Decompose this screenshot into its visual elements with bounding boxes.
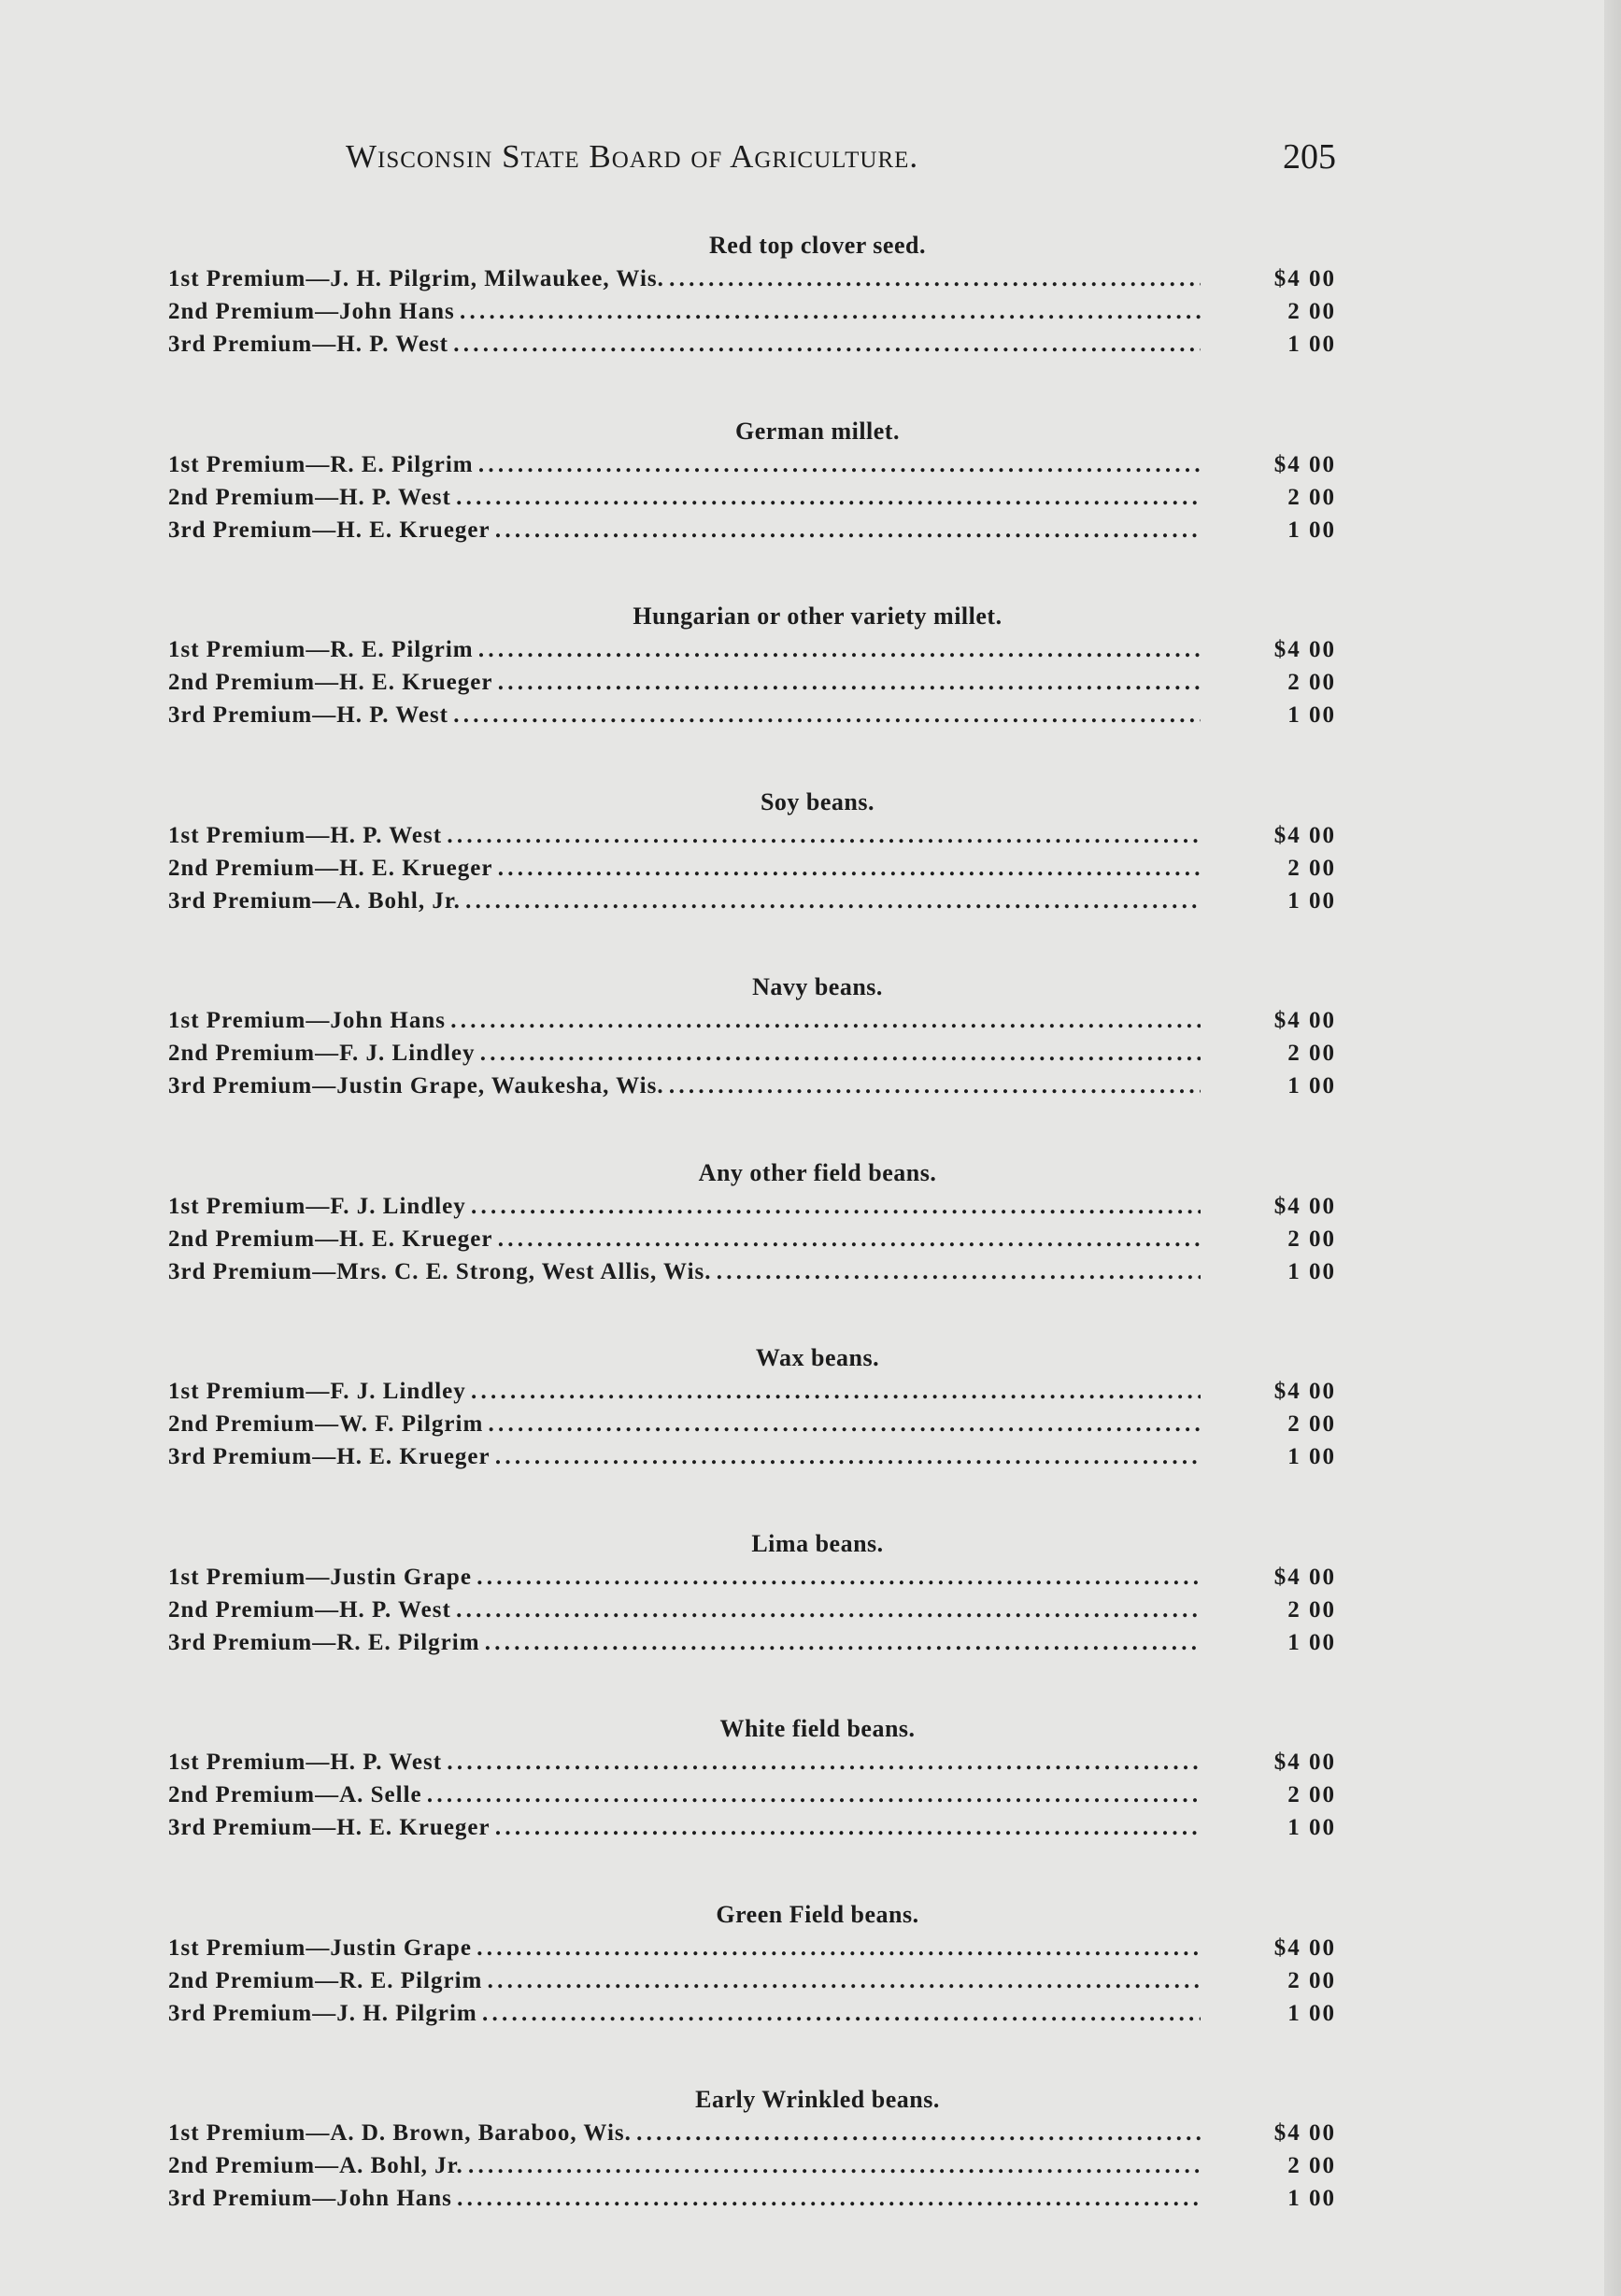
entry-place: 1st Premium	[168, 2120, 306, 2146]
entry-dash: —	[315, 484, 340, 510]
premium-section	[168, 1527, 1336, 1713]
entry-dash: —	[315, 855, 340, 881]
entry-dash: —	[312, 1258, 337, 1284]
entry-place: 1st Premium	[168, 637, 306, 662]
entry-place: 2nd Premium	[168, 1226, 316, 1252]
premium-entry	[168, 1223, 1336, 1255]
entry-text	[168, 1964, 1201, 1997]
premium-entry	[168, 295, 1336, 328]
premium-entry	[168, 666, 1336, 699]
entry-text	[168, 295, 1201, 328]
premium-section	[168, 786, 1336, 971]
entry-winner: H. E. Krueger	[339, 855, 493, 881]
entry-winner: Justin Grape, Waukesha, Wis.	[336, 1073, 664, 1098]
section-title: German millet.	[735, 417, 900, 445]
entry-amount: 1 00	[1287, 2186, 1336, 2211]
premium-section	[168, 415, 1336, 601]
entry-dash: —	[312, 1444, 337, 1469]
section-title: Early Wrinkled beans.	[695, 2086, 940, 2113]
entry-text	[168, 328, 1201, 361]
entry-winner: R. E. Pilgrim	[330, 637, 474, 662]
entry-winner: Justin Grape	[330, 1564, 472, 1590]
running-title: Wisconsin State Board of Agriculture.	[346, 138, 919, 175]
entry-text	[168, 1255, 1201, 1288]
entry-place: 3rd Premium	[168, 1815, 313, 1840]
entry-text	[168, 819, 1201, 852]
entry-amount: 1 00	[1287, 1444, 1336, 1469]
entry-text	[168, 514, 1201, 546]
premium-entry	[168, 2117, 1336, 2149]
entry-dash: —	[315, 1041, 340, 1066]
premium-entry	[168, 1375, 1336, 1408]
entry-winner: R. E. Pilgrim	[339, 1967, 483, 1993]
premium-entry	[168, 262, 1336, 295]
premium-entry	[168, 2182, 1336, 2215]
premium-entry	[168, 2149, 1336, 2182]
entry-amount: $4 00	[1273, 1564, 1336, 1590]
entry-place: 3rd Premium	[168, 1258, 313, 1284]
premium-entry	[168, 1561, 1336, 1594]
premium-entry	[168, 1779, 1336, 1811]
premium-section	[168, 600, 1336, 786]
entry-place: 3rd Premium	[168, 2000, 313, 2026]
entry-place: 3rd Premium	[168, 702, 313, 728]
entry-amount: $4 00	[1273, 2120, 1336, 2146]
entry-text	[168, 481, 1201, 514]
entry-text	[168, 1223, 1201, 1255]
entry-amount: 2 00	[1287, 855, 1336, 881]
entry-place: 1st Premium	[168, 266, 306, 291]
premium-entry	[168, 481, 1336, 514]
premium-entry	[168, 1190, 1336, 1223]
premium-entry	[168, 328, 1336, 361]
premium-section	[168, 1712, 1336, 1898]
entry-amount: 1 00	[1287, 1258, 1336, 1284]
entry-winner: W. F. Pilgrim	[339, 1411, 484, 1437]
entry-dash: —	[312, 2000, 337, 2026]
entry-winner: H. E. Krueger	[339, 1226, 493, 1252]
entry-amount: $4 00	[1273, 1379, 1336, 1404]
entry-place: 1st Premium	[168, 1750, 306, 1775]
premium-entry	[168, 1255, 1336, 1288]
entry-amount: $4 00	[1273, 1008, 1336, 1033]
entry-place: 3rd Premium	[168, 517, 313, 543]
entry-text	[168, 448, 1201, 481]
entry-text	[168, 2149, 1201, 2182]
entry-dash: —	[306, 1935, 331, 1961]
entry-text	[168, 852, 1201, 885]
entry-place: 3rd Premium	[168, 1444, 313, 1469]
entry-dash: —	[315, 2153, 340, 2178]
entry-winner: H. P. West	[336, 332, 449, 357]
entry-text	[168, 1190, 1201, 1223]
entry-text	[168, 1037, 1201, 1070]
entry-place: 3rd Premium	[168, 2186, 313, 2211]
entry-amount: 1 00	[1287, 1629, 1336, 1655]
entry-amount: 1 00	[1287, 1073, 1336, 1098]
entry-amount: 1 00	[1287, 887, 1336, 914]
premium-entry	[168, 633, 1336, 666]
section-title: Any other field beans.	[698, 1158, 937, 1186]
entry-winner: H. P. West	[339, 484, 451, 510]
entry-winner: John Hans	[339, 299, 455, 324]
entry-amount: 2 00	[1287, 670, 1336, 695]
premium-entry	[168, 1440, 1336, 1473]
entry-dash: —	[306, 822, 331, 848]
entry-dash: —	[312, 332, 337, 357]
entry-place: 2nd Premium	[168, 1967, 316, 1993]
entry-amount: 1 00	[1287, 702, 1336, 728]
entry-text	[168, 1440, 1201, 1473]
premium-entry	[168, 514, 1336, 546]
entry-winner: J. H. Pilgrim	[336, 2000, 477, 2026]
section-title: Green Field beans.	[716, 1900, 919, 1928]
entry-amount: 2 00	[1287, 2153, 1336, 2178]
premium-section	[168, 1156, 1336, 1342]
entry-text	[168, 633, 1201, 666]
entry-text	[168, 262, 1201, 295]
premium-section	[168, 1341, 1336, 1527]
premium-entry	[168, 1997, 1336, 2030]
section-title: White field beans.	[719, 1715, 916, 1742]
entry-dash: —	[306, 637, 331, 662]
premium-entry	[168, 1746, 1336, 1779]
entry-text	[168, 1746, 1201, 1779]
entry-amount: 2 00	[1287, 484, 1336, 510]
section-title: Soy beans.	[760, 787, 875, 815]
entry-text	[168, 699, 1201, 731]
entry-text	[168, 885, 1201, 917]
page-header	[346, 138, 1336, 185]
entry-place: 1st Premium	[168, 1564, 306, 1590]
premium-entry	[168, 1594, 1336, 1626]
entry-winner: H. P. West	[339, 1596, 451, 1623]
entry-amount: 1 00	[1287, 332, 1336, 357]
page-number: 205	[1283, 137, 1336, 177]
entry-text	[168, 1375, 1201, 1408]
entry-winner: John Hans	[336, 2186, 452, 2211]
entry-winner: F. J. Lindley	[330, 1379, 466, 1404]
premium-entry	[168, 1070, 1336, 1102]
entry-text	[168, 666, 1201, 699]
premium-entry	[168, 1964, 1336, 1997]
entry-dash: —	[312, 887, 337, 914]
premium-entry	[168, 885, 1336, 917]
entry-winner: H. E. Krueger	[339, 670, 493, 695]
entry-amount: $4 00	[1273, 1935, 1336, 1961]
premium-entry	[168, 819, 1336, 852]
entry-amount: 2 00	[1287, 1967, 1336, 1993]
entry-dash: —	[312, 517, 337, 543]
entry-dash: —	[312, 1815, 337, 1840]
entry-dash: —	[306, 1008, 331, 1033]
entry-dash: —	[315, 1967, 340, 1993]
entry-place: 2nd Premium	[168, 299, 316, 324]
entry-amount: 2 00	[1287, 1226, 1336, 1252]
entry-text	[168, 2117, 1201, 2149]
entry-winner: H. E. Krueger	[336, 1444, 491, 1469]
entry-winner: A. Bohl, Jr.	[339, 2153, 463, 2178]
entry-amount: $4 00	[1273, 266, 1336, 291]
entry-winner: Justin Grape	[330, 1935, 472, 1961]
entry-dash: —	[306, 1379, 331, 1404]
premium-entry	[168, 1626, 1336, 1659]
entry-dash: —	[312, 702, 337, 728]
entry-amount: 2 00	[1287, 299, 1336, 324]
entry-amount: 2 00	[1287, 1041, 1336, 1066]
entry-place: 2nd Premium	[168, 855, 316, 881]
section-title: Lima beans.	[751, 1529, 884, 1557]
entry-winner: H. E. Krueger	[336, 1815, 491, 1840]
entry-amount: $4 00	[1273, 637, 1336, 662]
section-title: Red top clover seed.	[709, 232, 926, 259]
entry-place: 1st Premium	[168, 1379, 306, 1404]
entry-winner: H. E. Krueger	[336, 517, 491, 543]
entry-winner: R. E. Pilgrim	[336, 1629, 480, 1655]
entry-winner: F. J. Lindley	[339, 1041, 476, 1066]
entry-dash: —	[315, 1411, 340, 1437]
premium-section	[168, 1898, 1336, 2084]
entry-amount: $4 00	[1273, 451, 1336, 477]
entry-text	[168, 1779, 1201, 1811]
premium-entry	[168, 1408, 1336, 1440]
entry-dash: —	[315, 1226, 340, 1252]
entry-winner: H. P. West	[330, 1750, 443, 1775]
entry-dash: —	[315, 1596, 340, 1623]
entry-amount: 2 00	[1287, 1411, 1336, 1437]
entry-dash: —	[315, 299, 340, 324]
entry-dash: —	[315, 670, 340, 695]
entry-place: 3rd Premium	[168, 887, 313, 914]
entry-dash: —	[306, 451, 331, 477]
entry-winner: A. D. Brown, Baraboo, Wis.	[330, 2120, 632, 2146]
entry-text	[168, 1561, 1201, 1594]
entry-text	[168, 1594, 1201, 1626]
entry-dash: —	[306, 2120, 331, 2146]
entry-place: 2nd Premium	[168, 2153, 316, 2178]
entry-place: 2nd Premium	[168, 670, 316, 695]
premium-section	[168, 2083, 1336, 2269]
entry-amount: 1 00	[1287, 2000, 1336, 2026]
entry-place: 1st Premium	[168, 1935, 306, 1961]
entry-winner: A. Bohl, Jr.	[336, 887, 461, 914]
entry-winner: R. E. Pilgrim	[330, 451, 474, 477]
entry-amount: 1 00	[1287, 517, 1336, 543]
entry-place: 2nd Premium	[168, 1596, 316, 1623]
entry-winner: F. J. Lindley	[330, 1193, 466, 1219]
entry-place: 3rd Premium	[168, 1629, 313, 1655]
entry-dash: —	[306, 1564, 331, 1590]
entry-text	[168, 1811, 1201, 1844]
entry-text	[168, 1626, 1201, 1659]
section-title: Navy beans.	[752, 973, 883, 1000]
section-title: Hungarian or other variety millet.	[633, 602, 1002, 630]
entry-amount: $4 00	[1273, 1750, 1336, 1775]
entry-amount: 2 00	[1287, 1596, 1336, 1623]
premium-section	[168, 971, 1336, 1156]
entry-winner: H. P. West	[330, 822, 443, 848]
premium-entry	[168, 1037, 1336, 1070]
premium-entry	[168, 1932, 1336, 1964]
entry-place: 3rd Premium	[168, 332, 313, 357]
entry-dash: —	[315, 1782, 340, 1807]
entry-dash: —	[312, 1629, 337, 1655]
entry-text	[168, 1408, 1201, 1440]
entry-place: 2nd Premium	[168, 1411, 316, 1437]
entry-winner: J. H. Pilgrim, Milwaukee, Wis.	[330, 266, 664, 291]
entry-place: 3rd Premium	[168, 1073, 313, 1098]
premium-section	[168, 229, 1336, 415]
entry-dash: —	[312, 1073, 337, 1098]
entry-dash: —	[306, 1750, 331, 1775]
entry-place: 1st Premium	[168, 822, 306, 848]
entry-text	[168, 1932, 1201, 1964]
entry-winner: John Hans	[330, 1008, 446, 1033]
entry-dash: —	[306, 1193, 331, 1219]
entry-text	[168, 1004, 1201, 1037]
entry-place: 2nd Premium	[168, 1782, 316, 1807]
entry-amount: 2 00	[1287, 1782, 1336, 1807]
entry-winner: A. Selle	[339, 1782, 422, 1807]
premium-entry	[168, 448, 1336, 481]
entry-place: 1st Premium	[168, 451, 306, 477]
entry-winner: H. P. West	[336, 702, 449, 728]
entry-winner: Mrs. C. E. Strong, West Allis, Wis.	[336, 1258, 712, 1284]
entry-amount: $4 00	[1273, 1193, 1336, 1219]
page-edge-shadow	[1604, 0, 1621, 2296]
entry-amount: $4 00	[1273, 822, 1336, 848]
entry-place: 2nd Premium	[168, 484, 316, 510]
premium-entry	[168, 852, 1336, 885]
entry-text	[168, 1070, 1201, 1102]
entry-text	[168, 1997, 1201, 2030]
entry-place: 1st Premium	[168, 1193, 306, 1219]
premium-entry	[168, 699, 1336, 731]
entry-amount: 1 00	[1287, 1815, 1336, 1840]
entry-text	[168, 2182, 1201, 2215]
entry-dash: —	[306, 266, 331, 291]
entry-place: 2nd Premium	[168, 1041, 316, 1066]
entry-dash: —	[312, 2186, 337, 2211]
entry-place: 1st Premium	[168, 1008, 306, 1033]
premium-entry	[168, 1811, 1336, 1844]
section-title: Wax beans.	[755, 1344, 880, 1371]
premium-entry	[168, 1004, 1336, 1037]
premium-list	[168, 229, 1336, 2269]
